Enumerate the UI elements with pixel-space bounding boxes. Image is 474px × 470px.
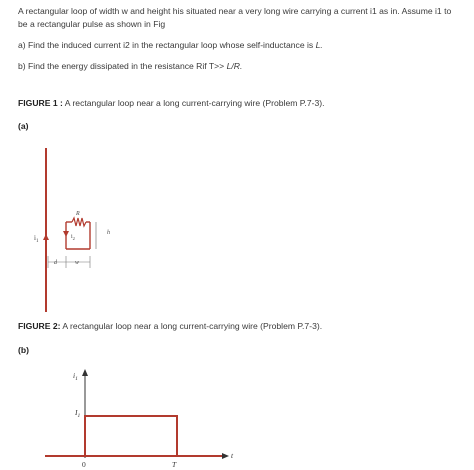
part-a-symbol: L. (315, 40, 323, 50)
level-label: I (75, 408, 78, 417)
figure1-sublabel: (a) (18, 121, 29, 131)
end-label: T (172, 460, 177, 469)
y-axis-sub: 1 (75, 376, 78, 382)
figure2-sublabel: (b) (18, 345, 29, 355)
y-axis-arrow (82, 369, 88, 376)
width-label: w (75, 260, 80, 266)
origin-label: 0 (82, 460, 86, 469)
problem-intro: A rectangular loop of width w and height his situated near a very long wire carrying a current i1 as in. Assume i1 to be a rectangular pulse as shown in Fig (18, 6, 452, 29)
loop-current-label: i (71, 234, 73, 240)
x-axis-label: t (231, 451, 234, 460)
figure1-label: FIGURE 1 : (18, 98, 63, 108)
part-b-text: b) Find the energy dissipated in the resistance Rif T>> (18, 61, 227, 71)
wire-current-sub: 1 (35, 239, 39, 244)
part-b-symbol: L/R. (226, 61, 243, 71)
resistor-label: R (76, 211, 80, 217)
x-axis-arrow (222, 453, 229, 459)
figure2-label: FIGURE 2: (18, 321, 61, 331)
height-label: h (107, 230, 110, 236)
y-axis-label: i (73, 371, 76, 380)
pulse (85, 416, 177, 456)
svg-text:I1 (74, 408, 81, 419)
figure2-caption-text: A rectangular loop near a long current-carrying wire (Problem P.7-3). (60, 321, 323, 331)
svg-text:i1 (73, 371, 78, 382)
level-sub: 1 (77, 413, 81, 419)
loop-current-sub: 2 (72, 236, 75, 241)
wire-current-label: i (34, 234, 36, 242)
part-a-text: a) Find the induced current i2 in the rectangular loop whose self-inductance is (18, 40, 316, 50)
figure1-caption-text: A rectangular loop near a long current-carrying wire (Problem P.7-3). (62, 98, 325, 108)
distance-label: d (54, 260, 57, 266)
